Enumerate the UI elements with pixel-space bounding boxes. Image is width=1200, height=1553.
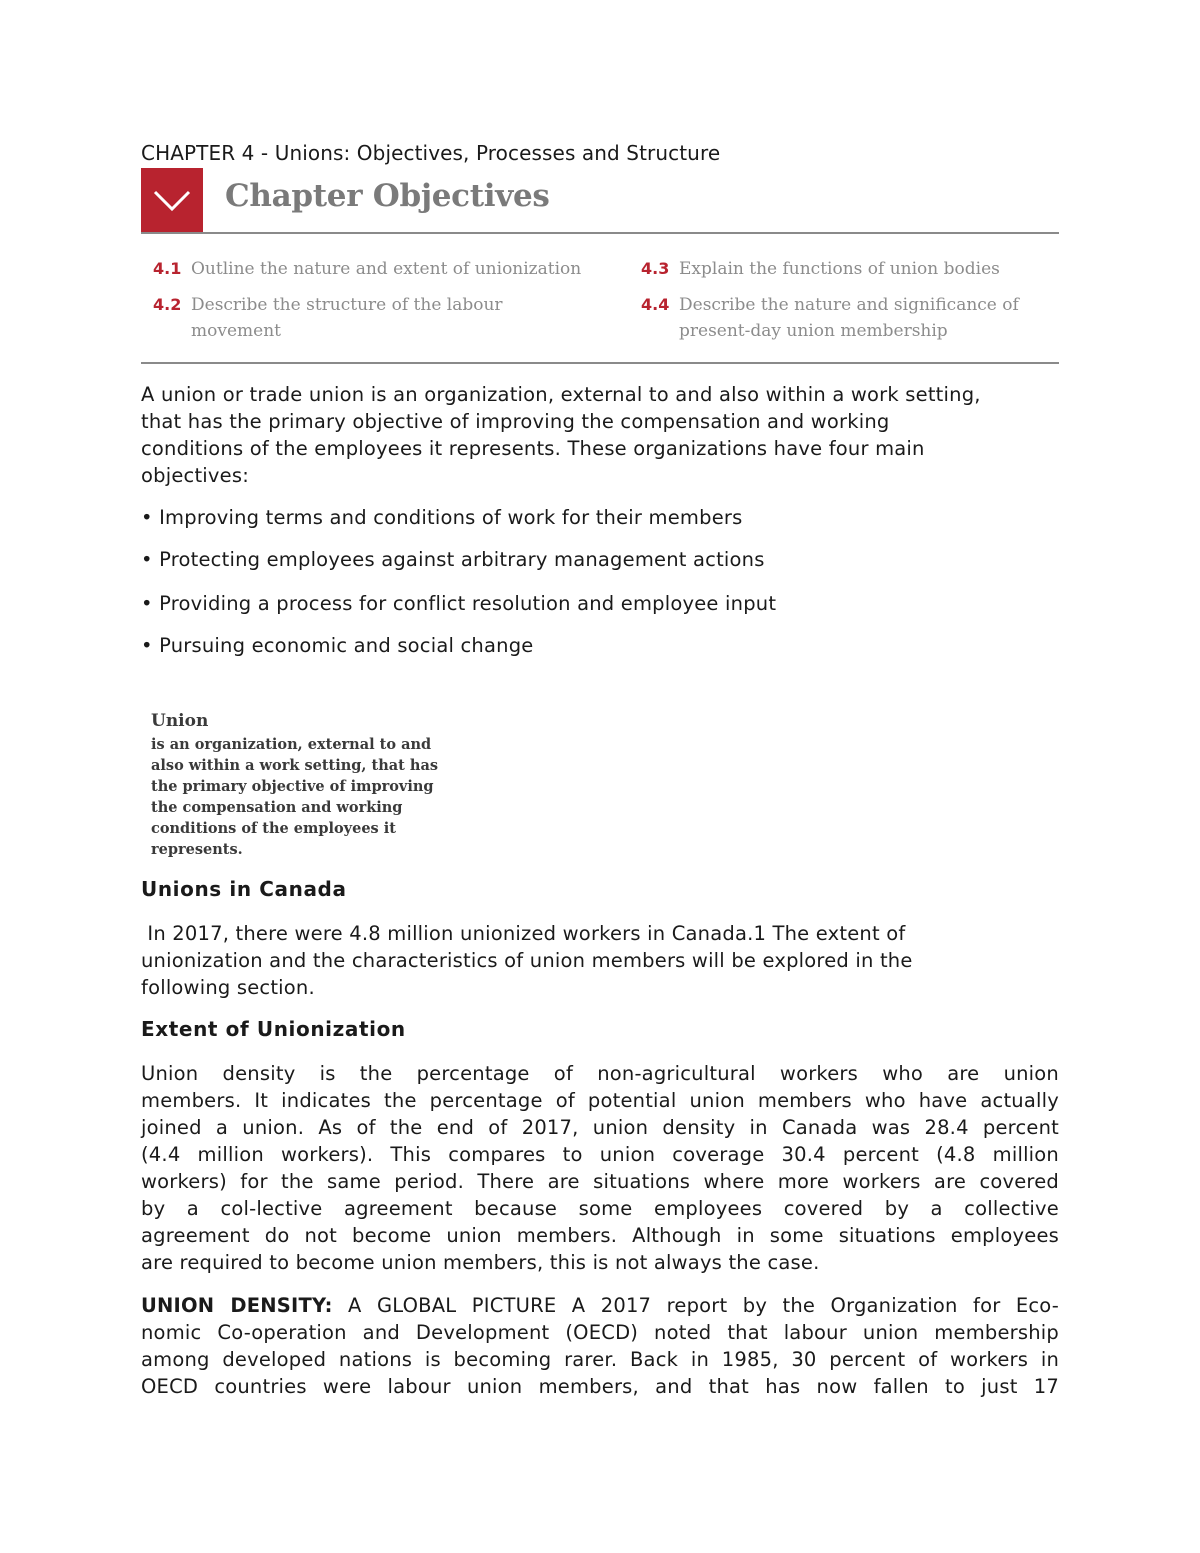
objective-text: Describe the nature and significance of present-day union membership	[679, 295, 1019, 341]
extent-paragraph	[141, 1060, 1059, 1276]
text-line	[141, 1292, 1059, 1319]
text-line: OECD countries were labour union members, and that has now fallen to just 17	[141, 1375, 1059, 1398]
text-line: nomic Co-operation and Development (OECD) noted that labour union membership	[141, 1321, 1059, 1344]
text-line: by a col-lective agreement because some employees covered by a collective	[141, 1197, 1059, 1220]
objectives-title: Chapter Objectives	[225, 178, 550, 214]
definition-body	[151, 734, 461, 860]
objective-number: 4.4	[641, 295, 670, 314]
objective-number: 4.1	[153, 259, 182, 278]
chapter-objectives-box	[141, 168, 1059, 366]
text-line: workers) for the same period. There are situations where more workers are covered	[141, 1170, 1059, 1193]
text-line: A union or trade union is an organization, external to and also within a work setting,	[141, 383, 981, 406]
text-line: the primary objective of improving	[151, 778, 434, 795]
text-line: are required to become union members, this is not always the case.	[141, 1251, 820, 1274]
text-line: members. It indicates the percentage of potential union members who have actually	[141, 1089, 1059, 1112]
bold-lead: UNION DENSITY:	[141, 1294, 333, 1317]
chapter-heading: CHAPTER 4 - Unions: Objectives, Processes and Structure	[141, 141, 721, 165]
text-line: among developed nations is becoming rarer. Back in 1985, 30 percent of workers in	[141, 1348, 1059, 1371]
list-item: • Pursuing economic and social change	[141, 634, 534, 657]
text-line: represents.	[151, 841, 243, 858]
text-fragment: A GLOBAL PICTURE A 2017 report by the Organization for Eco-	[332, 1294, 1060, 1317]
section-heading: Extent of Unionization	[141, 1017, 406, 1041]
objective-text: Describe the structure of the labour movement	[191, 295, 503, 341]
text-line: objectives:	[141, 464, 249, 487]
text-line: following section.	[141, 976, 315, 999]
text-line: that has the primary objective of improving the compensation and working	[141, 410, 890, 433]
list-item: • Protecting employees against arbitrary management actions	[141, 548, 765, 571]
text-line: In 2017, there were 4.8 million unionized workers in Canada.1 The extent of	[141, 922, 906, 945]
text-line: conditions of the employees it represents. These organizations have four main	[141, 437, 925, 460]
objective-number: 4.2	[153, 295, 182, 314]
divider-bottom	[141, 362, 1059, 364]
checkmark-icon	[141, 168, 203, 232]
list-item: • Providing a process for conflict resolution and employee input	[141, 592, 777, 615]
section-heading: Unions in Canada	[141, 877, 347, 901]
text-line: agreement do not become union members. Although in some situations employees	[141, 1224, 1059, 1247]
union-definition-callout	[151, 708, 461, 860]
definition-term: Union	[151, 711, 209, 731]
text-line: the compensation and working	[151, 799, 403, 816]
global-paragraph	[141, 1292, 1059, 1400]
text-line: (4.4 million workers). This compares to union coverage 30.4 percent (4.8 million	[141, 1143, 1059, 1166]
objective-text: Outline the nature and extent of unionization	[191, 259, 582, 279]
text-line: is an organization, external to and	[151, 736, 432, 753]
text-line: conditions of the employees it	[151, 820, 396, 837]
text-line: Union density is the percentage of non-agricultural workers who are union	[141, 1062, 1059, 1085]
objective-text: Explain the functions of union bodies	[679, 259, 1000, 279]
intro-paragraph	[141, 381, 1059, 489]
list-item: • Improving terms and conditions of work for their members	[141, 506, 743, 529]
text-line: also within a work setting, that has	[151, 757, 438, 774]
objective-number: 4.3	[641, 259, 670, 278]
checkmark-badge	[141, 168, 203, 232]
text-line: unionization and the characteristics of union members will be explored in the	[141, 949, 913, 972]
unions-in-canada-paragraph	[141, 920, 1059, 1001]
text-line: joined a union. As of the end of 2017, union density in Canada was 28.4 percent	[141, 1116, 1059, 1139]
divider-top	[141, 232, 1059, 234]
